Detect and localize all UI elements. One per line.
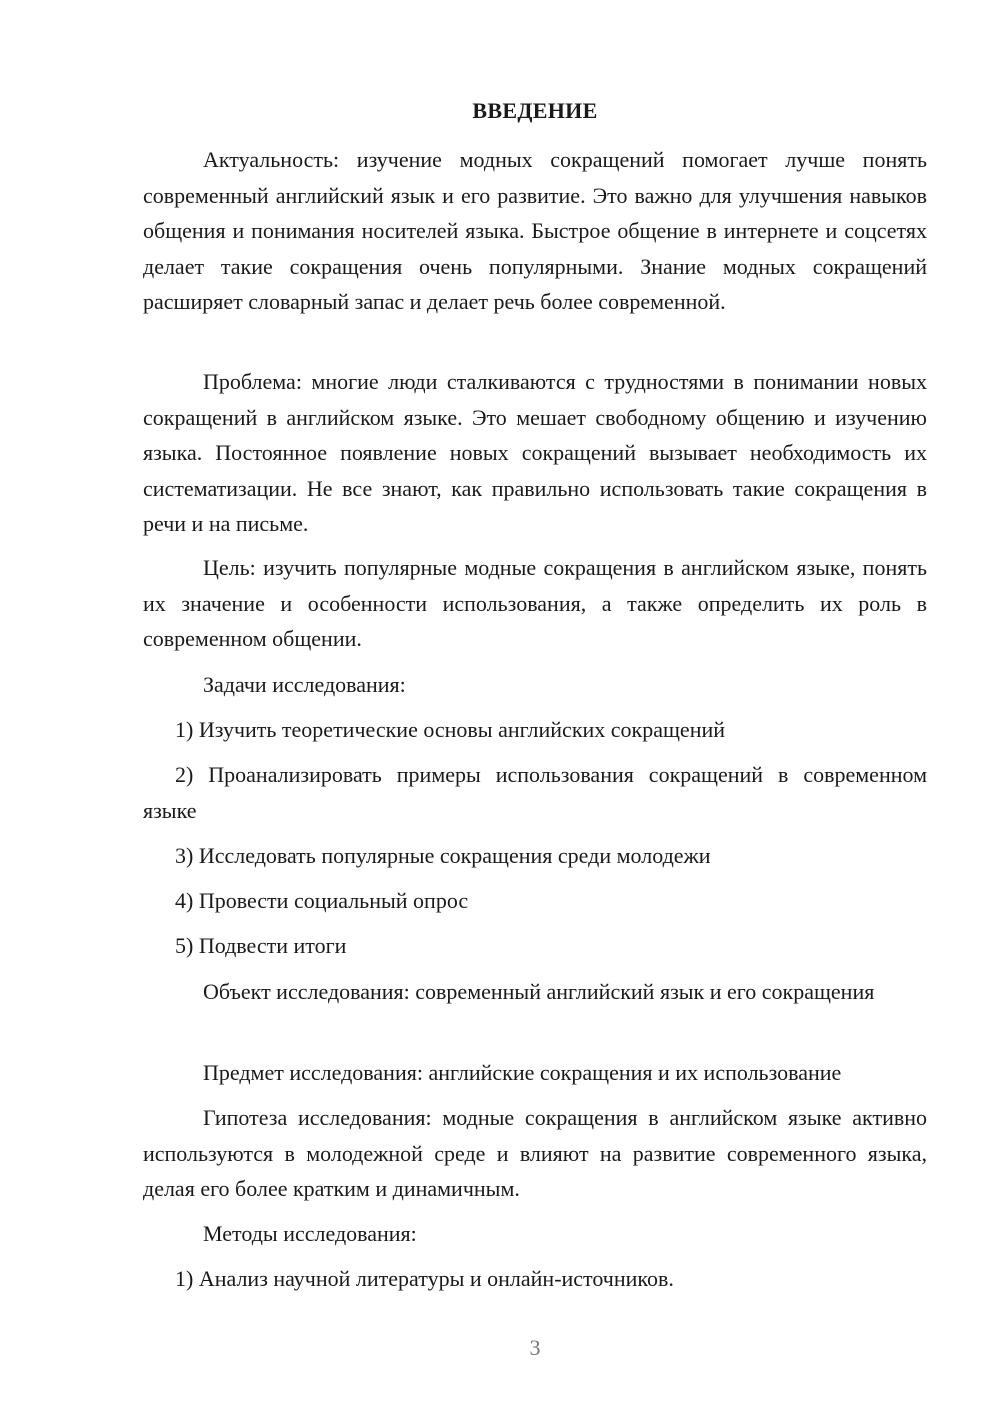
paragraph-relevance: Актуальность: изучение модных сокращений помогает лучше понять современный английский язык и его развитие. Это важно для улучшения навыков общения и понимания носителей языка. Быстрое общение в интернете и соцсетях делает такие сокращения очень популярными. Знание модных сокращений расширяет словарный запас и делает речь более современной. <box>143 147 927 314</box>
paragraph-tasks-heading: Задачи исследования: <box>203 672 406 697</box>
section-title: ВВЕДЕНИЕ <box>472 98 598 123</box>
list-item-task-4: 4) Провести социальный опрос <box>175 888 469 913</box>
list-item-task-1: 1) Изучить теоретические основы английских сокращений <box>175 717 726 742</box>
document-page <box>143 0 927 1414</box>
paragraph-methods-heading: Методы исследования: <box>203 1221 417 1246</box>
paragraph-object: Объект исследования: современный английский язык и его сокращения <box>203 979 875 1004</box>
page-number: 3 <box>529 1335 541 1360</box>
paragraph-subject: Предмет исследования: английские сокращения и их использование <box>203 1060 842 1085</box>
paragraph-goal: Цель: изучить популярные модные сокращения в английском языке, понять их значение и особенности использования, а также определить их роль в современном общении. <box>143 555 927 651</box>
list-item-task-5: 5) Подвести итоги <box>175 933 347 958</box>
list-item-method-1: 1) Анализ научной литературы и онлайн-источников. <box>175 1266 674 1291</box>
paragraph-hypothesis: Гипотеза исследования: модные сокращения в английском языке активно используются в молодежной среде и влияют на развитие современного языка, делая его более кратким и динамичным. <box>143 1105 927 1201</box>
list-item-task-3: 3) Исследовать популярные сокращения среди молодежи <box>175 843 711 868</box>
paragraph-problem: Проблема: многие люди сталкиваются с трудностями в понимании новых сокращений в английском языке. Это мешает свободному общению и изучению языка. Постоянное появление новых сокращений вызывает необходимость их систематизации. Не все знают, как правильно использовать такие сокращения в речи и на письме. <box>143 369 927 536</box>
list-item-task-2: 2) Проанализировать примеры использования сокращений в современном языке <box>143 762 927 823</box>
